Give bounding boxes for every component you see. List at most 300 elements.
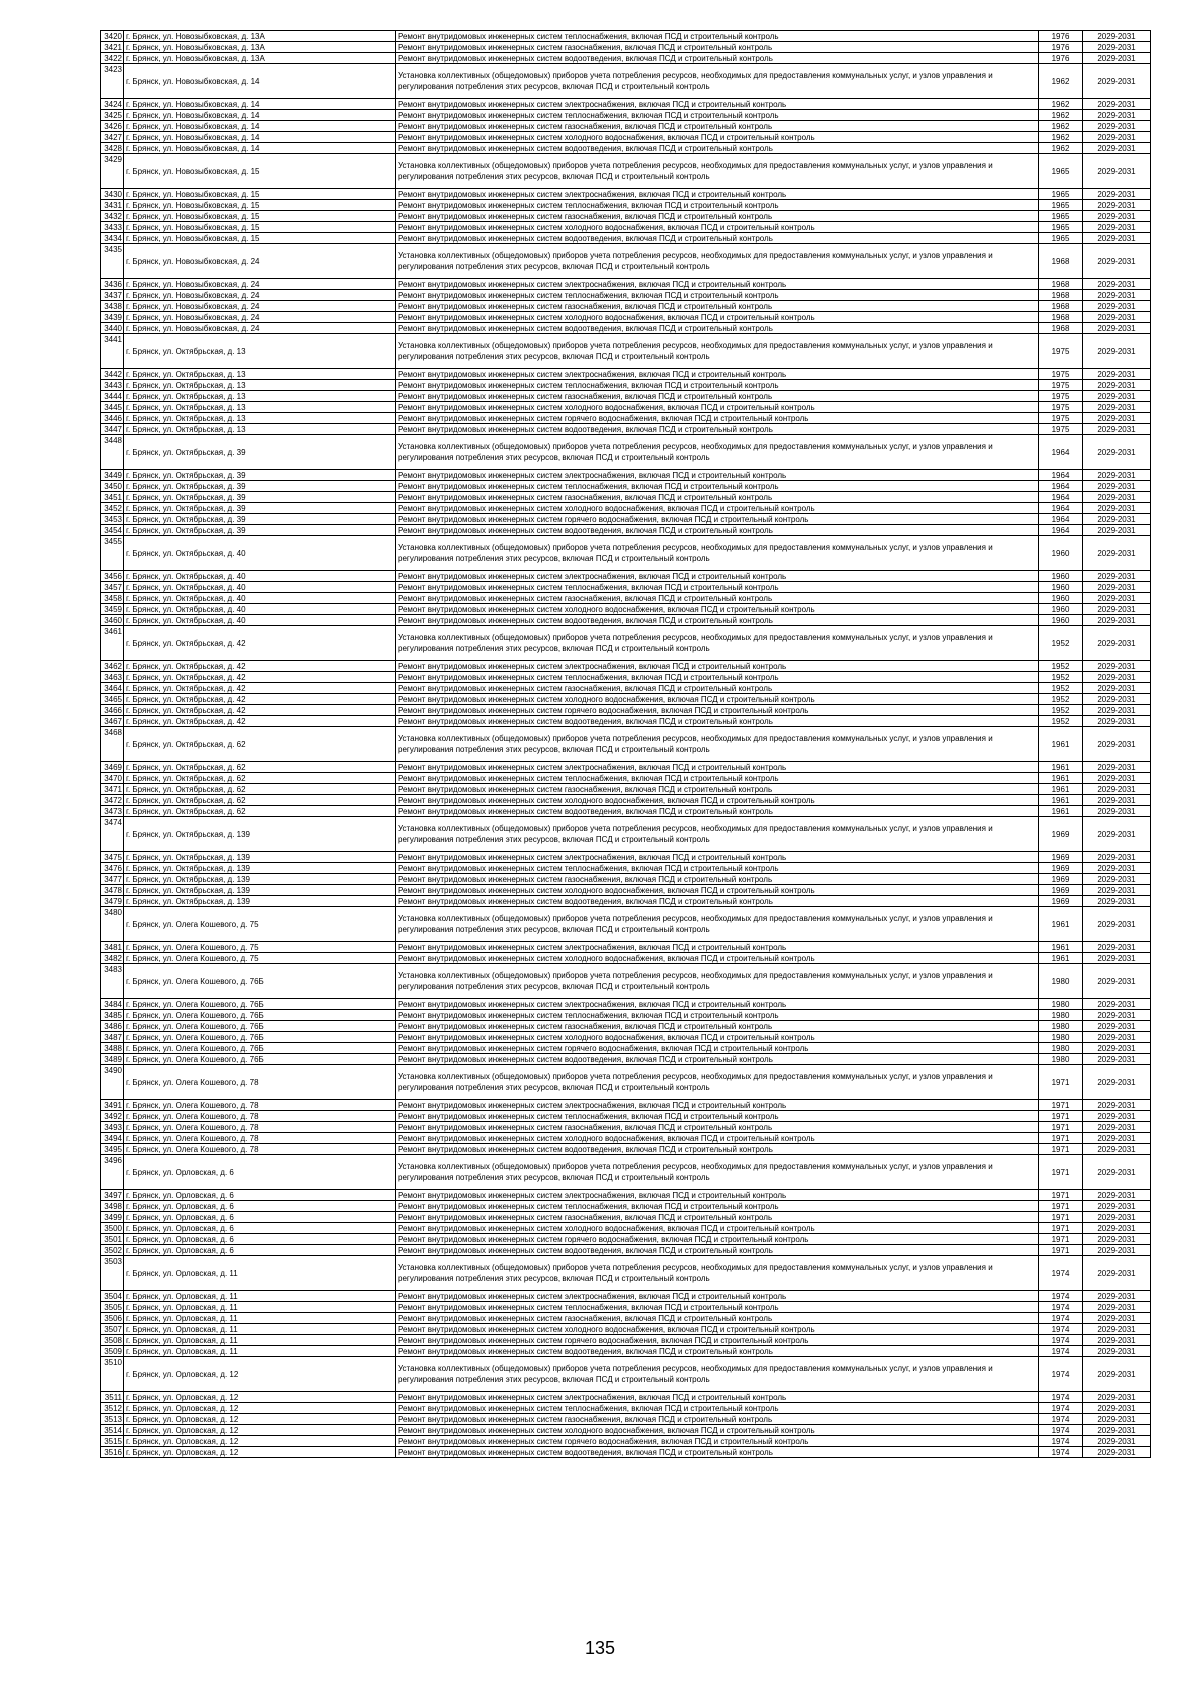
address-cell: г. Брянск, ул. Орловская, д. 6 bbox=[124, 1190, 396, 1201]
table-row bbox=[101, 402, 1151, 413]
table-row bbox=[101, 1256, 1151, 1291]
period-cell: 2029-2031 bbox=[1083, 1133, 1151, 1144]
period-cell: 2029-2031 bbox=[1083, 683, 1151, 694]
period-cell: 2029-2031 bbox=[1083, 795, 1151, 806]
work-type-cell: Ремонт внутридомовых инженерных систем водоотведения, включая ПСД и строительный контроль bbox=[396, 1054, 1039, 1065]
row-number: 3476 bbox=[101, 863, 124, 874]
row-number: 3480 bbox=[101, 907, 124, 942]
row-number: 3434 bbox=[101, 233, 124, 244]
build-year-cell: 1960 bbox=[1039, 593, 1083, 604]
row-number: 3449 bbox=[101, 470, 124, 481]
build-year-cell: 1962 bbox=[1039, 99, 1083, 110]
period-cell: 2029-2031 bbox=[1083, 503, 1151, 514]
address-cell: г. Брянск, ул. Октябрьская, д. 39 bbox=[124, 492, 396, 503]
repair-schedule-table bbox=[100, 30, 1151, 1458]
work-type-cell: Ремонт внутридомовых инженерных систем электроснабжения, включая ПСД и строительный контроль bbox=[396, 1190, 1039, 1201]
period-cell: 2029-2031 bbox=[1083, 999, 1151, 1010]
build-year-cell: 1961 bbox=[1039, 907, 1083, 942]
table-row bbox=[101, 874, 1151, 885]
address-cell: г. Брянск, ул. Октябрьская, д. 13 bbox=[124, 369, 396, 380]
table-row bbox=[101, 1302, 1151, 1313]
address-cell: г. Брянск, ул. Олега Кошевого, д. 76Б bbox=[124, 999, 396, 1010]
table-row bbox=[101, 1054, 1151, 1065]
table-row bbox=[101, 885, 1151, 896]
table-row bbox=[101, 492, 1151, 503]
row-number: 3458 bbox=[101, 593, 124, 604]
build-year-cell: 1976 bbox=[1039, 42, 1083, 53]
table-row bbox=[101, 323, 1151, 334]
row-number: 3473 bbox=[101, 806, 124, 817]
row-number: 3431 bbox=[101, 200, 124, 211]
period-cell: 2029-2031 bbox=[1083, 1425, 1151, 1436]
period-cell: 2029-2031 bbox=[1083, 672, 1151, 683]
period-cell: 2029-2031 bbox=[1083, 369, 1151, 380]
period-cell: 2029-2031 bbox=[1083, 874, 1151, 885]
table-row bbox=[101, 907, 1151, 942]
period-cell: 2029-2031 bbox=[1083, 132, 1151, 143]
build-year-cell: 1974 bbox=[1039, 1302, 1083, 1313]
period-cell: 2029-2031 bbox=[1083, 200, 1151, 211]
work-type-cell: Ремонт внутридомовых инженерных систем холодного водоснабжения, включая ПСД и строительный контроль bbox=[396, 1425, 1039, 1436]
build-year-cell: 1952 bbox=[1039, 694, 1083, 705]
work-type-cell: Ремонт внутридомовых инженерных систем водоотведения, включая ПСД и строительный контроль bbox=[396, 615, 1039, 626]
work-type-cell: Ремонт внутридомовых инженерных систем газоснабжения, включая ПСД и строительный контроль bbox=[396, 593, 1039, 604]
period-cell: 2029-2031 bbox=[1083, 64, 1151, 99]
build-year-cell: 1971 bbox=[1039, 1111, 1083, 1122]
period-cell: 2029-2031 bbox=[1083, 1155, 1151, 1190]
build-year-cell: 1961 bbox=[1039, 773, 1083, 784]
table-row bbox=[101, 694, 1151, 705]
work-type-cell: Ремонт внутридомовых инженерных систем электроснабжения, включая ПСД и строительный контроль bbox=[396, 470, 1039, 481]
row-number: 3506 bbox=[101, 1313, 124, 1324]
period-cell: 2029-2031 bbox=[1083, 784, 1151, 795]
work-type-cell: Ремонт внутридомовых инженерных систем электроснабжения, включая ПСД и строительный контроль bbox=[396, 852, 1039, 863]
row-number: 3462 bbox=[101, 661, 124, 672]
work-type-cell: Ремонт внутридомовых инженерных систем водоотведения, включая ПСД и строительный контроль bbox=[396, 806, 1039, 817]
period-cell: 2029-2031 bbox=[1083, 402, 1151, 413]
address-cell: г. Брянск, ул. Октябрьская, д. 40 bbox=[124, 604, 396, 615]
row-number: 3466 bbox=[101, 705, 124, 716]
table-row bbox=[101, 200, 1151, 211]
row-number: 3492 bbox=[101, 1111, 124, 1122]
address-cell: г. Брянск, ул. Новозыбковская, д. 24 bbox=[124, 323, 396, 334]
row-number: 3513 bbox=[101, 1414, 124, 1425]
build-year-cell: 1971 bbox=[1039, 1201, 1083, 1212]
work-type-cell: Установка коллективных (общедомовых) приборов учета потребления ресурсов, необходимых для предоставления коммунальных услуг, и узлов управления и регулирования потребления этих ресурсов, включая ПСД и строительный контроль bbox=[396, 626, 1039, 661]
address-cell: г. Брянск, ул. Орловская, д. 11 bbox=[124, 1291, 396, 1302]
work-type-cell: Ремонт внутридомовых инженерных систем газоснабжения, включая ПСД и строительный контроль bbox=[396, 211, 1039, 222]
address-cell: г. Брянск, ул. Новозыбковская, д. 14 bbox=[124, 132, 396, 143]
row-number: 3427 bbox=[101, 132, 124, 143]
address-cell: г. Брянск, ул. Орловская, д. 12 bbox=[124, 1436, 396, 1447]
address-cell: г. Брянск, ул. Октябрьская, д. 42 bbox=[124, 672, 396, 683]
build-year-cell: 1974 bbox=[1039, 1313, 1083, 1324]
address-cell: г. Брянск, ул. Октябрьская, д. 42 bbox=[124, 705, 396, 716]
work-type-cell: Ремонт внутридомовых инженерных систем газоснабжения, включая ПСД и строительный контроль bbox=[396, 492, 1039, 503]
address-cell: г. Брянск, ул. Октябрьская, д. 39 bbox=[124, 470, 396, 481]
row-number: 3452 bbox=[101, 503, 124, 514]
build-year-cell: 1971 bbox=[1039, 1100, 1083, 1111]
period-cell: 2029-2031 bbox=[1083, 290, 1151, 301]
build-year-cell: 1971 bbox=[1039, 1245, 1083, 1256]
period-cell: 2029-2031 bbox=[1083, 1201, 1151, 1212]
work-type-cell: Ремонт внутридомовых инженерных систем холодного водоснабжения, включая ПСД и строительный контроль bbox=[396, 1324, 1039, 1335]
table-row bbox=[101, 1403, 1151, 1414]
work-type-cell: Ремонт внутридомовых инженерных систем газоснабжения, включая ПСД и строительный контроль bbox=[396, 874, 1039, 885]
period-cell: 2029-2031 bbox=[1083, 953, 1151, 964]
period-cell: 2029-2031 bbox=[1083, 762, 1151, 773]
row-number: 3447 bbox=[101, 424, 124, 435]
period-cell: 2029-2031 bbox=[1083, 1302, 1151, 1313]
work-type-cell: Ремонт внутридомовых инженерных систем теплоснабжения, включая ПСД и строительный контроль bbox=[396, 380, 1039, 391]
address-cell: г. Брянск, ул. Новозыбковская, д. 13А bbox=[124, 42, 396, 53]
table-row bbox=[101, 661, 1151, 672]
row-number: 3437 bbox=[101, 290, 124, 301]
row-number: 3433 bbox=[101, 222, 124, 233]
work-type-cell: Ремонт внутридомовых инженерных систем горячего водоснабжения, включая ПСД и строительный контроль bbox=[396, 413, 1039, 424]
build-year-cell: 1968 bbox=[1039, 279, 1083, 290]
table-row bbox=[101, 817, 1151, 852]
work-type-cell: Ремонт внутридомовых инженерных систем теплоснабжения, включая ПСД и строительный контроль bbox=[396, 481, 1039, 492]
work-type-cell: Ремонт внутридомовых инженерных систем водоотведения, включая ПСД и строительный контроль bbox=[396, 233, 1039, 244]
row-number: 3436 bbox=[101, 279, 124, 290]
row-number: 3430 bbox=[101, 189, 124, 200]
period-cell: 2029-2031 bbox=[1083, 391, 1151, 402]
row-number: 3496 bbox=[101, 1155, 124, 1190]
work-type-cell: Ремонт внутридомовых инженерных систем теплоснабжения, включая ПСД и строительный контроль bbox=[396, 863, 1039, 874]
table-row bbox=[101, 424, 1151, 435]
table-row bbox=[101, 582, 1151, 593]
address-cell: г. Брянск, ул. Октябрьская, д. 13 bbox=[124, 402, 396, 413]
row-number: 3494 bbox=[101, 1133, 124, 1144]
period-cell: 2029-2031 bbox=[1083, 1414, 1151, 1425]
build-year-cell: 1968 bbox=[1039, 290, 1083, 301]
row-number: 3442 bbox=[101, 369, 124, 380]
address-cell: г. Брянск, ул. Олега Кошевого, д. 75 bbox=[124, 907, 396, 942]
address-cell: г. Брянск, ул. Новозыбковская, д. 13А bbox=[124, 53, 396, 64]
address-cell: г. Брянск, ул. Октябрьская, д. 62 bbox=[124, 762, 396, 773]
work-type-cell: Установка коллективных (общедомовых) приборов учета потребления ресурсов, необходимых для предоставления коммунальных услуг, и узлов управления и регулирования потребления этих ресурсов, включая ПСД и строительный контроль bbox=[396, 1256, 1039, 1291]
row-number: 3500 bbox=[101, 1223, 124, 1234]
address-cell: г. Брянск, ул. Олега Кошевого, д. 78 bbox=[124, 1144, 396, 1155]
address-cell: г. Брянск, ул. Олега Кошевого, д. 75 bbox=[124, 953, 396, 964]
build-year-cell: 1964 bbox=[1039, 492, 1083, 503]
address-cell: г. Брянск, ул. Новозыбковская, д. 15 bbox=[124, 211, 396, 222]
address-cell: г. Брянск, ул. Октябрьская, д. 139 bbox=[124, 896, 396, 907]
period-cell: 2029-2031 bbox=[1083, 99, 1151, 110]
period-cell: 2029-2031 bbox=[1083, 817, 1151, 852]
period-cell: 2029-2031 bbox=[1083, 1111, 1151, 1122]
period-cell: 2029-2031 bbox=[1083, 143, 1151, 154]
build-year-cell: 1962 bbox=[1039, 132, 1083, 143]
address-cell: г. Брянск, ул. Октябрьская, д. 139 bbox=[124, 863, 396, 874]
build-year-cell: 1980 bbox=[1039, 999, 1083, 1010]
build-year-cell: 1961 bbox=[1039, 806, 1083, 817]
work-type-cell: Ремонт внутридомовых инженерных систем газоснабжения, включая ПСД и строительный контроль bbox=[396, 121, 1039, 132]
period-cell: 2029-2031 bbox=[1083, 615, 1151, 626]
work-type-cell: Ремонт внутридомовых инженерных систем теплоснабжения, включая ПСД и строительный контроль bbox=[396, 582, 1039, 593]
table-row bbox=[101, 1324, 1151, 1335]
address-cell: г. Брянск, ул. Орловская, д. 12 bbox=[124, 1425, 396, 1436]
period-cell: 2029-2031 bbox=[1083, 53, 1151, 64]
work-type-cell: Ремонт внутридомовых инженерных систем горячего водоснабжения, включая ПСД и строительный контроль bbox=[396, 1436, 1039, 1447]
period-cell: 2029-2031 bbox=[1083, 604, 1151, 615]
work-type-cell: Ремонт внутридомовых инженерных систем водоотведения, включая ПСД и строительный контроль bbox=[396, 1245, 1039, 1256]
row-number: 3446 bbox=[101, 413, 124, 424]
build-year-cell: 1961 bbox=[1039, 727, 1083, 762]
address-cell: г. Брянск, ул. Октябрьская, д. 62 bbox=[124, 795, 396, 806]
address-cell: г. Брянск, ул. Октябрьская, д. 42 bbox=[124, 626, 396, 661]
work-type-cell: Ремонт внутридомовых инженерных систем теплоснабжения, включая ПСД и строительный контроль bbox=[396, 1403, 1039, 1414]
period-cell: 2029-2031 bbox=[1083, 233, 1151, 244]
period-cell: 2029-2031 bbox=[1083, 1245, 1151, 1256]
work-type-cell: Ремонт внутридомовых инженерных систем газоснабжения, включая ПСД и строительный контроль bbox=[396, 391, 1039, 402]
build-year-cell: 1974 bbox=[1039, 1447, 1083, 1458]
table-row bbox=[101, 1223, 1151, 1234]
row-number: 3508 bbox=[101, 1335, 124, 1346]
address-cell: г. Брянск, ул. Новозыбковская, д. 24 bbox=[124, 301, 396, 312]
table-row bbox=[101, 369, 1151, 380]
table-row bbox=[101, 503, 1151, 514]
address-cell: г. Брянск, ул. Орловская, д. 11 bbox=[124, 1302, 396, 1313]
table-row bbox=[101, 1032, 1151, 1043]
period-cell: 2029-2031 bbox=[1083, 380, 1151, 391]
build-year-cell: 1974 bbox=[1039, 1357, 1083, 1392]
period-cell: 2029-2031 bbox=[1083, 1100, 1151, 1111]
row-number: 3444 bbox=[101, 391, 124, 402]
period-cell: 2029-2031 bbox=[1083, 334, 1151, 369]
build-year-cell: 1971 bbox=[1039, 1234, 1083, 1245]
period-cell: 2029-2031 bbox=[1083, 1144, 1151, 1155]
build-year-cell: 1952 bbox=[1039, 683, 1083, 694]
row-number: 3424 bbox=[101, 99, 124, 110]
period-cell: 2029-2031 bbox=[1083, 1335, 1151, 1346]
row-number: 3420 bbox=[101, 31, 124, 42]
table-row bbox=[101, 1043, 1151, 1054]
build-year-cell: 1971 bbox=[1039, 1133, 1083, 1144]
period-cell: 2029-2031 bbox=[1083, 1392, 1151, 1403]
build-year-cell: 1974 bbox=[1039, 1324, 1083, 1335]
table-row bbox=[101, 773, 1151, 784]
table-row bbox=[101, 1414, 1151, 1425]
period-cell: 2029-2031 bbox=[1083, 470, 1151, 481]
row-number: 3479 bbox=[101, 896, 124, 907]
row-number: 3486 bbox=[101, 1021, 124, 1032]
address-cell: г. Брянск, ул. Новозыбковская, д. 24 bbox=[124, 244, 396, 279]
table-row bbox=[101, 964, 1151, 999]
address-cell: г. Брянск, ул. Октябрьская, д. 13 bbox=[124, 413, 396, 424]
work-type-cell: Ремонт внутридомовых инженерных систем электроснабжения, включая ПСД и строительный контроль bbox=[396, 1392, 1039, 1403]
row-number: 3483 bbox=[101, 964, 124, 999]
row-number: 3484 bbox=[101, 999, 124, 1010]
table-row bbox=[101, 31, 1151, 42]
address-cell: г. Брянск, ул. Орловская, д. 12 bbox=[124, 1403, 396, 1414]
address-cell: г. Брянск, ул. Новозыбковская, д. 14 bbox=[124, 99, 396, 110]
work-type-cell: Ремонт внутридомовых инженерных систем теплоснабжения, включая ПСД и строительный контроль bbox=[396, 110, 1039, 121]
build-year-cell: 1964 bbox=[1039, 525, 1083, 536]
build-year-cell: 1961 bbox=[1039, 784, 1083, 795]
work-type-cell: Ремонт внутридомовых инженерных систем водоотведения, включая ПСД и строительный контроль bbox=[396, 1346, 1039, 1357]
build-year-cell: 1965 bbox=[1039, 154, 1083, 189]
build-year-cell: 1964 bbox=[1039, 470, 1083, 481]
period-cell: 2029-2031 bbox=[1083, 1190, 1151, 1201]
row-number: 3460 bbox=[101, 615, 124, 626]
address-cell: г. Брянск, ул. Октябрьская, д. 62 bbox=[124, 784, 396, 795]
work-type-cell: Ремонт внутридомовых инженерных систем газоснабжения, включая ПСД и строительный контроль bbox=[396, 1414, 1039, 1425]
table-row bbox=[101, 154, 1151, 189]
build-year-cell: 1974 bbox=[1039, 1291, 1083, 1302]
row-number: 3464 bbox=[101, 683, 124, 694]
build-year-cell: 1965 bbox=[1039, 200, 1083, 211]
table-row bbox=[101, 380, 1151, 391]
address-cell: г. Брянск, ул. Новозыбковская, д. 14 bbox=[124, 143, 396, 154]
period-cell: 2029-2031 bbox=[1083, 121, 1151, 132]
build-year-cell: 1980 bbox=[1039, 1021, 1083, 1032]
period-cell: 2029-2031 bbox=[1083, 1234, 1151, 1245]
address-cell: г. Брянск, ул. Октябрьская, д. 13 bbox=[124, 380, 396, 391]
period-cell: 2029-2031 bbox=[1083, 222, 1151, 233]
period-cell: 2029-2031 bbox=[1083, 189, 1151, 200]
address-cell: г. Брянск, ул. Олега Кошевого, д. 78 bbox=[124, 1111, 396, 1122]
build-year-cell: 1975 bbox=[1039, 334, 1083, 369]
row-number: 3482 bbox=[101, 953, 124, 964]
period-cell: 2029-2031 bbox=[1083, 806, 1151, 817]
work-type-cell: Ремонт внутридомовых инженерных систем холодного водоснабжения, включая ПСД и строительный контроль bbox=[396, 885, 1039, 896]
work-type-cell: Установка коллективных (общедомовых) приборов учета потребления ресурсов, необходимых для предоставления коммунальных услуг, и узлов управления и регулирования потребления этих ресурсов, включая ПСД и строительный контроль bbox=[396, 154, 1039, 189]
build-year-cell: 1952 bbox=[1039, 716, 1083, 727]
table-row bbox=[101, 222, 1151, 233]
work-type-cell: Ремонт внутридомовых инженерных систем электроснабжения, включая ПСД и строительный контроль bbox=[396, 279, 1039, 290]
address-cell: г. Брянск, ул. Олега Кошевого, д. 76Б bbox=[124, 1054, 396, 1065]
work-type-cell: Ремонт внутридомовых инженерных систем теплоснабжения, включая ПСД и строительный контроль bbox=[396, 1111, 1039, 1122]
build-year-cell: 1974 bbox=[1039, 1335, 1083, 1346]
period-cell: 2029-2031 bbox=[1083, 31, 1151, 42]
table-row bbox=[101, 1021, 1151, 1032]
period-cell: 2029-2031 bbox=[1083, 1291, 1151, 1302]
period-cell: 2029-2031 bbox=[1083, 694, 1151, 705]
table-row bbox=[101, 683, 1151, 694]
build-year-cell: 1974 bbox=[1039, 1346, 1083, 1357]
address-cell: г. Брянск, ул. Октябрьская, д. 40 bbox=[124, 615, 396, 626]
work-type-cell: Ремонт внутридомовых инженерных систем электроснабжения, включая ПСД и строительный контроль bbox=[396, 999, 1039, 1010]
work-type-cell: Ремонт внутридомовых инженерных систем водоотведения, включая ПСД и строительный контроль bbox=[396, 896, 1039, 907]
table-row bbox=[101, 795, 1151, 806]
build-year-cell: 1960 bbox=[1039, 604, 1083, 615]
period-cell: 2029-2031 bbox=[1083, 110, 1151, 121]
table-row bbox=[101, 626, 1151, 661]
work-type-cell: Ремонт внутридомовых инженерных систем теплоснабжения, включая ПСД и строительный контроль bbox=[396, 773, 1039, 784]
period-cell: 2029-2031 bbox=[1083, 571, 1151, 582]
table-row bbox=[101, 1144, 1151, 1155]
row-number: 3455 bbox=[101, 536, 124, 571]
address-cell: г. Брянск, ул. Октябрьская, д. 42 bbox=[124, 683, 396, 694]
build-year-cell: 1962 bbox=[1039, 143, 1083, 154]
row-number: 3472 bbox=[101, 795, 124, 806]
build-year-cell: 1969 bbox=[1039, 863, 1083, 874]
period-cell: 2029-2031 bbox=[1083, 942, 1151, 953]
work-type-cell: Ремонт внутридомовых инженерных систем водоотведения, включая ПСД и строительный контроль bbox=[396, 1144, 1039, 1155]
build-year-cell: 1974 bbox=[1039, 1436, 1083, 1447]
address-cell: г. Брянск, ул. Орловская, д. 11 bbox=[124, 1324, 396, 1335]
work-type-cell: Ремонт внутридомовых инженерных систем газоснабжения, включая ПСД и строительный контроль bbox=[396, 1212, 1039, 1223]
table-row bbox=[101, 42, 1151, 53]
document-page bbox=[100, 30, 1150, 1458]
table-row bbox=[101, 1291, 1151, 1302]
build-year-cell: 1964 bbox=[1039, 481, 1083, 492]
row-number: 3510 bbox=[101, 1357, 124, 1392]
table-row bbox=[101, 1335, 1151, 1346]
table-row bbox=[101, 1133, 1151, 1144]
row-number: 3453 bbox=[101, 514, 124, 525]
address-cell: г. Брянск, ул. Олега Кошевого, д. 76Б bbox=[124, 964, 396, 999]
address-cell: г. Брянск, ул. Новозыбковская, д. 14 bbox=[124, 121, 396, 132]
address-cell: г. Брянск, ул. Новозыбковская, д. 15 bbox=[124, 233, 396, 244]
address-cell: г. Брянск, ул. Октябрьская, д. 42 bbox=[124, 716, 396, 727]
row-number: 3461 bbox=[101, 626, 124, 661]
build-year-cell: 1969 bbox=[1039, 885, 1083, 896]
row-number: 3516 bbox=[101, 1447, 124, 1458]
period-cell: 2029-2031 bbox=[1083, 582, 1151, 593]
table-row bbox=[101, 132, 1151, 143]
work-type-cell: Ремонт внутридомовых инженерных систем водоотведения, включая ПСД и строительный контроль bbox=[396, 143, 1039, 154]
row-number: 3514 bbox=[101, 1425, 124, 1436]
work-type-cell: Ремонт внутридомовых инженерных систем газоснабжения, включая ПСД и строительный контроль bbox=[396, 42, 1039, 53]
work-type-cell: Ремонт внутридомовых инженерных систем электроснабжения, включая ПСД и строительный контроль bbox=[396, 1100, 1039, 1111]
row-number: 3463 bbox=[101, 672, 124, 683]
work-type-cell: Установка коллективных (общедомовых) приборов учета потребления ресурсов, необходимых для предоставления коммунальных услуг, и узлов управления и регулирования потребления этих ресурсов, включая ПСД и строительный контроль bbox=[396, 964, 1039, 999]
table-row bbox=[101, 435, 1151, 470]
table-row bbox=[101, 1201, 1151, 1212]
address-cell: г. Брянск, ул. Октябрьская, д. 40 bbox=[124, 536, 396, 571]
work-type-cell: Ремонт внутридомовых инженерных систем теплоснабжения, включая ПСД и строительный контроль bbox=[396, 1201, 1039, 1212]
work-type-cell: Ремонт внутридомовых инженерных систем электроснабжения, включая ПСД и строительный контроль bbox=[396, 661, 1039, 672]
period-cell: 2029-2031 bbox=[1083, 716, 1151, 727]
row-number: 3501 bbox=[101, 1234, 124, 1245]
build-year-cell: 1971 bbox=[1039, 1144, 1083, 1155]
row-number: 3432 bbox=[101, 211, 124, 222]
table-row bbox=[101, 1234, 1151, 1245]
row-number: 3477 bbox=[101, 874, 124, 885]
period-cell: 2029-2031 bbox=[1083, 1447, 1151, 1458]
row-number: 3481 bbox=[101, 942, 124, 953]
period-cell: 2029-2031 bbox=[1083, 312, 1151, 323]
build-year-cell: 1971 bbox=[1039, 1155, 1083, 1190]
build-year-cell: 1980 bbox=[1039, 1010, 1083, 1021]
table-row bbox=[101, 1122, 1151, 1133]
table-row bbox=[101, 762, 1151, 773]
work-type-cell: Ремонт внутридомовых инженерных систем электроснабжения, включая ПСД и строительный контроль bbox=[396, 189, 1039, 200]
address-cell: г. Брянск, ул. Октябрьская, д. 40 bbox=[124, 582, 396, 593]
address-cell: г. Брянск, ул. Орловская, д. 6 bbox=[124, 1201, 396, 1212]
work-type-cell: Ремонт внутридомовых инженерных систем холодного водоснабжения, включая ПСД и строительный контроль bbox=[396, 1032, 1039, 1043]
row-number: 3505 bbox=[101, 1302, 124, 1313]
row-number: 3443 bbox=[101, 380, 124, 391]
address-cell: г. Брянск, ул. Орловская, д. 12 bbox=[124, 1357, 396, 1392]
address-cell: г. Брянск, ул. Новозыбковская, д. 24 bbox=[124, 290, 396, 301]
period-cell: 2029-2031 bbox=[1083, 1021, 1151, 1032]
address-cell: г. Брянск, ул. Олега Кошевого, д. 75 bbox=[124, 942, 396, 953]
row-number: 3498 bbox=[101, 1201, 124, 1212]
address-cell: г. Брянск, ул. Орловская, д. 12 bbox=[124, 1392, 396, 1403]
build-year-cell: 1952 bbox=[1039, 661, 1083, 672]
table-row bbox=[101, 1100, 1151, 1111]
build-year-cell: 1968 bbox=[1039, 301, 1083, 312]
table-row bbox=[101, 301, 1151, 312]
row-number: 3475 bbox=[101, 852, 124, 863]
table-row bbox=[101, 863, 1151, 874]
address-cell: г. Брянск, ул. Октябрьская, д. 139 bbox=[124, 852, 396, 863]
table-row bbox=[101, 290, 1151, 301]
